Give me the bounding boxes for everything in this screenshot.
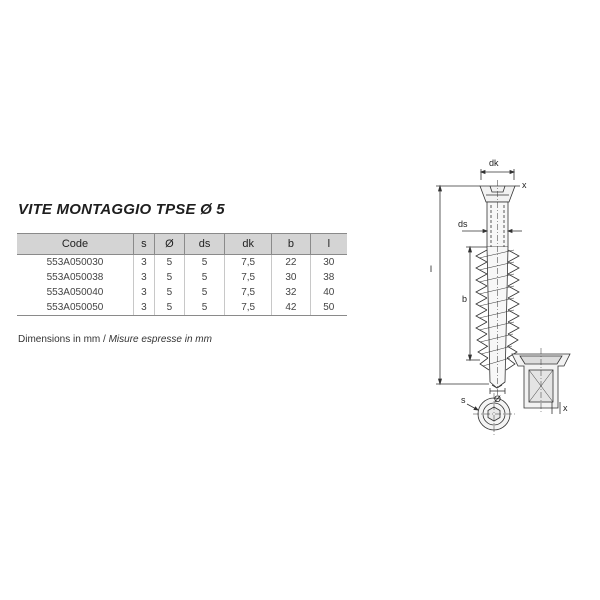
header-s: s xyxy=(134,234,155,255)
cell-l: 30 xyxy=(310,255,347,271)
cell-diameter: 5 xyxy=(154,255,184,271)
cell-ds: 5 xyxy=(185,300,225,316)
cell-l: 50 xyxy=(310,300,347,316)
cell-dk: 7,5 xyxy=(225,255,272,271)
cell-dk: 7,5 xyxy=(225,285,272,300)
product-title: VITE MONTAGGIO TPSE Ø 5 xyxy=(18,201,225,218)
cell-code: 553A050050 xyxy=(17,300,134,316)
cell-s: 3 xyxy=(134,300,155,316)
cell-dk: 7,5 xyxy=(225,300,272,316)
cell-b: 42 xyxy=(272,300,310,316)
cell-ds: 5 xyxy=(185,285,225,300)
cell-s: 3 xyxy=(134,255,155,271)
cell-s: 3 xyxy=(134,285,155,300)
header-code: Code xyxy=(17,234,134,255)
label-s: s xyxy=(461,395,466,405)
cell-ds: 5 xyxy=(185,270,225,285)
cell-b: 22 xyxy=(272,255,310,271)
cell-dk: 7,5 xyxy=(225,270,272,285)
cell-ds: 5 xyxy=(185,255,225,271)
header-l: l xyxy=(310,234,347,255)
label-x-section: x xyxy=(563,403,568,413)
label-diameter: Ø xyxy=(494,394,502,404)
cell-code: 553A050040 xyxy=(46,287,104,298)
cell-diameter: 5 xyxy=(154,300,184,316)
cell-b: 30 xyxy=(272,270,310,285)
cell-diameter: 5 xyxy=(154,285,184,300)
cell-code: 553A050030 xyxy=(46,257,104,268)
header-ds: ds xyxy=(185,234,225,255)
header-b: b xyxy=(272,234,310,255)
label-b: b xyxy=(462,294,468,304)
label-dk: dk xyxy=(489,158,499,168)
cell-s: 3 xyxy=(134,270,155,285)
label-ds: ds xyxy=(458,219,468,229)
cell-l: 38 xyxy=(310,270,347,285)
cell-diameter: 5 xyxy=(154,270,184,285)
note-regular: Dimensions in mm / xyxy=(18,334,109,345)
header-dk: dk xyxy=(225,234,272,255)
note-italic: Misure espresse in mm xyxy=(108,334,212,345)
header-diameter: Ø xyxy=(154,234,184,255)
label-x-head: x xyxy=(522,180,527,190)
cell-b: 32 xyxy=(272,285,310,300)
label-l: l xyxy=(430,264,432,274)
cell-code: 553A050038 xyxy=(46,272,104,283)
cell-l: 40 xyxy=(310,285,347,300)
